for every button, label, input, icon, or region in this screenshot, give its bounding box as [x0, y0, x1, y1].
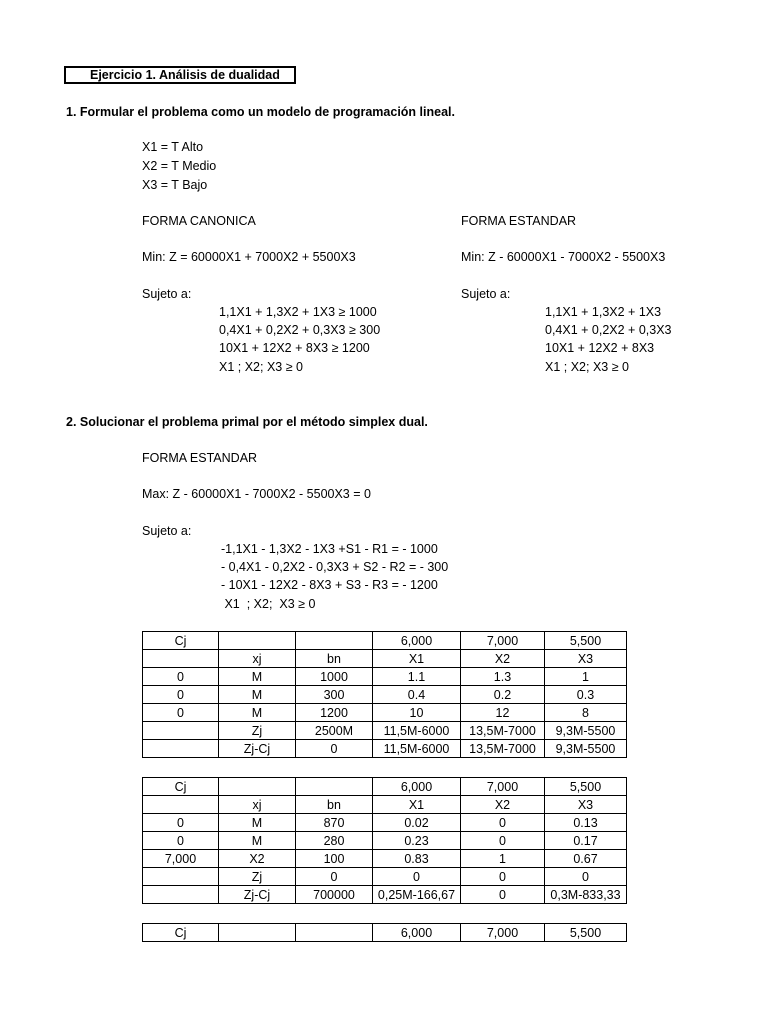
section2-objective: Max: Z - 60000X1 - 7000X2 - 5500X3 = 0 [142, 487, 371, 501]
table-cell: X3 [545, 796, 627, 814]
table-cell: M [219, 668, 296, 686]
table-cell: 0.13 [545, 814, 627, 832]
table-cell: 7,000 [461, 778, 545, 796]
table-cell: 9,3M-5500 [545, 740, 627, 758]
table-cell: X2 [219, 850, 296, 868]
table-cell [219, 632, 296, 650]
simplex-table-3 [142, 923, 627, 942]
table-cell: 0.67 [545, 850, 627, 868]
table-cell: Zj [219, 868, 296, 886]
table-cell: 1 [545, 668, 627, 686]
variable-x2: X2 = T Medio [142, 159, 217, 173]
table-cell: 6,000 [373, 778, 461, 796]
table-cell: 5,500 [545, 924, 627, 942]
table-row [143, 796, 627, 814]
table-cell: 280 [296, 832, 373, 850]
table-row [143, 778, 627, 796]
table-cell: 0 [296, 740, 373, 758]
table-cell [143, 796, 219, 814]
table-cell: 0,3M-833,33 [545, 886, 627, 904]
table-cell: 0 [545, 868, 627, 886]
table-row [143, 704, 627, 722]
table-cell: 0.3 [545, 686, 627, 704]
table-cell: M [219, 704, 296, 722]
estandar-constraint-4: X1 ; X2; X3 ≥ 0 [545, 360, 629, 374]
section2-constraint-4: X1 ; X2; X3 ≥ 0 [221, 597, 316, 611]
table-cell: 5,500 [545, 632, 627, 650]
table-cell: 300 [296, 686, 373, 704]
table-cell [296, 924, 373, 942]
section2-heading: 2. Solucionar el problema primal por el método simplex dual. [66, 415, 428, 429]
table-cell: X2 [461, 796, 545, 814]
table-cell: 0 [461, 832, 545, 850]
table-cell: 0.23 [373, 832, 461, 850]
estandar-objective: Min: Z - 60000X1 - 7000X2 - 5500X3 [461, 250, 666, 264]
variable-x3: X3 = T Bajo [142, 178, 208, 192]
table-row [143, 924, 627, 942]
table-cell: 1.3 [461, 668, 545, 686]
estandar-constraint-2: 0,4X1 + 0,2X2 + 0,3X3 [545, 323, 672, 337]
table-cell: X3 [545, 650, 627, 668]
canonica-constraint-3: 10X1 + 12X2 + 8X3 ≥ 1200 [219, 341, 370, 355]
table-cell [143, 886, 219, 904]
table-row [143, 740, 627, 758]
table-cell: M [219, 686, 296, 704]
table-cell [219, 924, 296, 942]
table-cell: 0 [143, 704, 219, 722]
table-cell: 0.17 [545, 832, 627, 850]
section1-heading: 1. Formular el problema como un modelo de programación lineal. [66, 105, 455, 119]
estandar-label: FORMA ESTANDAR [461, 214, 577, 228]
table-row [143, 722, 627, 740]
canonica-objective: Min: Z = 60000X1 + 7000X2 + 5500X3 [142, 250, 356, 264]
table-cell: 0 [143, 814, 219, 832]
table-cell: 1200 [296, 704, 373, 722]
table-cell: 0 [143, 668, 219, 686]
table-cell: 0 [143, 832, 219, 850]
table-cell: 10 [373, 704, 461, 722]
table-cell [143, 740, 219, 758]
table-cell: 0.2 [461, 686, 545, 704]
table-cell: 1.1 [373, 668, 461, 686]
table-cell: M [219, 832, 296, 850]
section2-constraint-3: - 10X1 - 12X2 - 8X3 + S3 - R3 = - 1200 [221, 578, 438, 592]
estandar-subject: Sujeto a: [461, 287, 511, 301]
section2-constraint-2: - 0,4X1 - 0,2X2 - 0,3X3 + S2 - R2 = - 300 [221, 560, 449, 574]
table-cell: xj [219, 796, 296, 814]
table-cell: 8 [545, 704, 627, 722]
table-cell: 0.02 [373, 814, 461, 832]
table-cell [143, 868, 219, 886]
table-row [143, 668, 627, 686]
table-row [143, 686, 627, 704]
table-cell [143, 722, 219, 740]
section2-label: FORMA ESTANDAR [142, 451, 258, 465]
table-cell: 700000 [296, 886, 373, 904]
table-cell: 0.4 [373, 686, 461, 704]
table-cell: bn [296, 796, 373, 814]
estandar-constraint-3: 10X1 + 12X2 + 8X3 [545, 341, 655, 355]
table-cell: 100 [296, 850, 373, 868]
table-cell [143, 650, 219, 668]
table-cell: 6,000 [373, 632, 461, 650]
canonica-subject: Sujeto a: [142, 287, 192, 301]
table-cell: 2500M [296, 722, 373, 740]
table-cell [296, 778, 373, 796]
canonica-constraint-4: X1 ; X2; X3 ≥ 0 [219, 360, 303, 374]
table-cell: 5,500 [545, 778, 627, 796]
estandar-constraint-1: 1,1X1 + 1,3X2 + 1X3 [545, 305, 662, 319]
table-cell: bn [296, 650, 373, 668]
table-cell: 13,5M-7000 [461, 722, 545, 740]
table-row [143, 814, 627, 832]
canonica-constraint-2: 0,4X1 + 0,2X2 + 0,3X3 ≥ 300 [219, 323, 381, 337]
table-cell: 0.83 [373, 850, 461, 868]
section2-subject: Sujeto a: [142, 524, 192, 538]
table-cell: 0 [461, 868, 545, 886]
table-cell: 870 [296, 814, 373, 832]
table-cell: Cj [143, 632, 219, 650]
canonica-constraint-1: 1,1X1 + 1,3X2 + 1X3 ≥ 1000 [219, 305, 377, 319]
table-cell: X2 [461, 650, 545, 668]
table-cell: 7,000 [461, 924, 545, 942]
table-cell: Zj-Cj [219, 886, 296, 904]
simplex-table-1 [142, 631, 627, 758]
table-row [143, 850, 627, 868]
table-cell: 0 [296, 868, 373, 886]
table-row [143, 868, 627, 886]
table-cell: 13,5M-7000 [461, 740, 545, 758]
table-row [143, 632, 627, 650]
table-cell: Zj-Cj [219, 740, 296, 758]
table-row [143, 650, 627, 668]
table-cell: 11,5M-6000 [373, 722, 461, 740]
table-cell: 1000 [296, 668, 373, 686]
table-row [143, 886, 627, 904]
table-cell: xj [219, 650, 296, 668]
table-cell: X1 [373, 796, 461, 814]
table-cell: 0 [373, 868, 461, 886]
table-row [143, 832, 627, 850]
canonica-label: FORMA CANONICA [142, 214, 256, 228]
table-cell: Cj [143, 778, 219, 796]
section2-constraint-1: -1,1X1 - 1,3X2 - 1X3 +S1 - R1 = - 1000 [221, 542, 438, 556]
table-cell: 7,000 [143, 850, 219, 868]
variable-x1: X1 = T Alto [142, 140, 204, 154]
table-cell: 0 [461, 814, 545, 832]
table-cell: 0,25M-166,67 [373, 886, 461, 904]
table-cell [219, 778, 296, 796]
table-cell: 9,3M-5500 [545, 722, 627, 740]
table-cell: 11,5M-6000 [373, 740, 461, 758]
table-cell: 1 [461, 850, 545, 868]
table-cell: 7,000 [461, 632, 545, 650]
simplex-table-2 [142, 777, 627, 904]
table-cell [296, 632, 373, 650]
table-cell: Cj [143, 924, 219, 942]
table-cell: 0 [461, 886, 545, 904]
table-cell: 0 [143, 686, 219, 704]
table-cell: 6,000 [373, 924, 461, 942]
table-cell: Zj [219, 722, 296, 740]
table-cell: X1 [373, 650, 461, 668]
table-cell: M [219, 814, 296, 832]
table-cell: 12 [461, 704, 545, 722]
exercise-title: Ejercicio 1. Análisis de dualidad [64, 66, 296, 84]
